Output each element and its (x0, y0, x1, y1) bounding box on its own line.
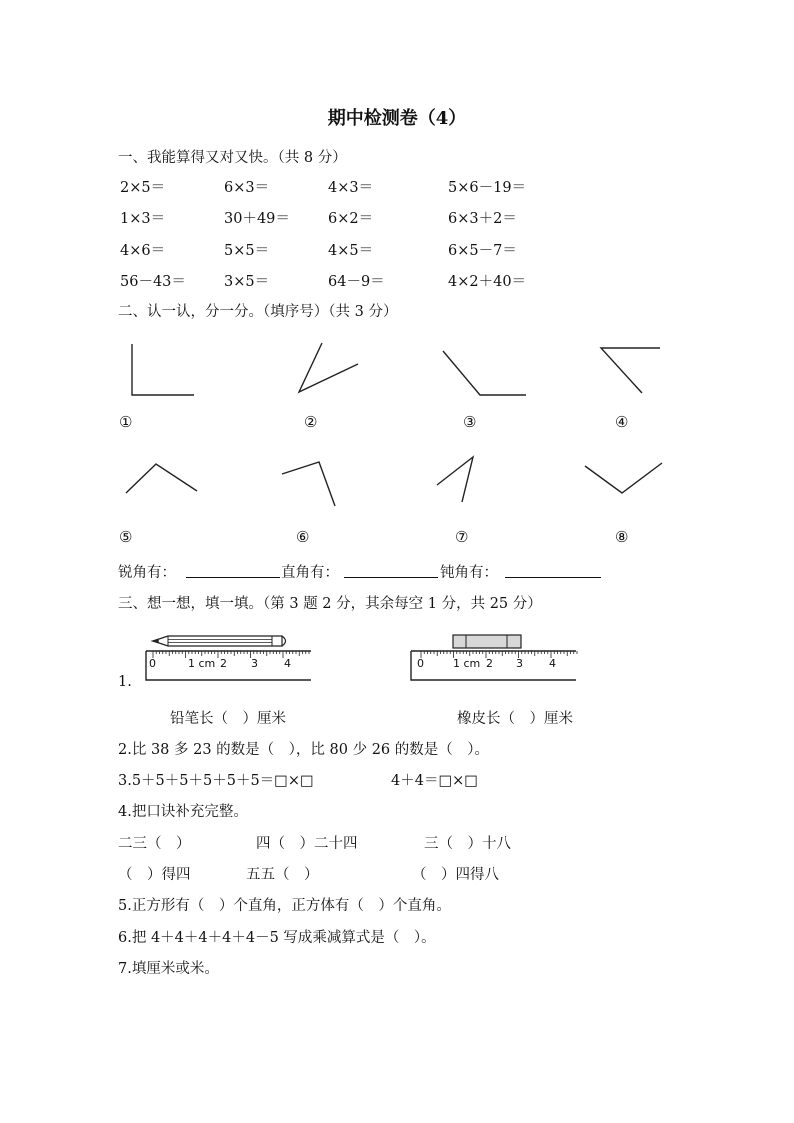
angle-8 (585, 463, 662, 493)
mnemonic-item: 三（ ）十八 (424, 836, 511, 852)
calc-item: 64－9＝ (328, 274, 385, 290)
question-3b: 4＋4＝□×□ (391, 773, 478, 789)
figure-label: ③ (463, 413, 477, 431)
mnemonic-item: （ ）得四 (118, 867, 191, 883)
question-7: 7.填厘米或米。 (118, 961, 219, 977)
mnemonic-item: （ ）四得八 (412, 867, 499, 883)
figure-label: ⑧ (615, 528, 629, 546)
angle-7 (437, 457, 473, 502)
calc-item: 2×5＝ (120, 180, 166, 196)
calc-item: 1×3＝ (120, 211, 166, 227)
section3-heading: 三、想一想，填一填。（第 3 题 2 分，其余每空 1 分，共 25 分） (118, 596, 542, 612)
q1-number: 1. (118, 674, 132, 690)
ruler-label: 2 (486, 657, 493, 670)
pencil-question: 铅笔长（ ）厘米 (170, 711, 286, 727)
ruler-label: 3 (251, 657, 258, 670)
question-2: 2.比 38 多 23 的数是（ ），比 80 少 26 的数是（ ）。 (118, 742, 490, 758)
section1-heading: 一、我能算得又对又快。（共 8 分） (118, 150, 347, 166)
ruler-label: 1 cm (453, 657, 481, 670)
question-6: 6.把 4＋4＋4＋4＋4－5 写成乘减算式是（ ）。 (118, 930, 436, 946)
calc-item: 6×3＋2＝ (448, 211, 517, 227)
calc-item: 4×6＝ (120, 243, 166, 259)
calc-item: 6×2＝ (328, 211, 374, 227)
angle-3 (443, 351, 526, 395)
calc-item: 5×6－19＝ (448, 180, 527, 196)
right-answer-blank[interactable] (344, 561, 438, 578)
calc-item: 30＋49＝ (224, 211, 290, 227)
figure-label: ⑤ (119, 528, 133, 546)
question-4: 4.把口诀补充完整。 (118, 804, 248, 820)
page-title: 期中检测卷（4） (327, 108, 467, 129)
eraser-figure (453, 635, 521, 648)
figure-label: ⑦ (455, 528, 469, 546)
calc-item: 3×5＝ (224, 274, 270, 290)
calc-item: 4×3＝ (328, 180, 374, 196)
mnemonic-item: 四（ ）二十四 (256, 836, 358, 852)
ruler-label: 2 (220, 657, 227, 670)
figure-label: ② (304, 413, 318, 431)
angle-figures (0, 0, 794, 560)
ruler-label: 3 (516, 657, 523, 670)
mnemonic-item: 五五（ ） (246, 867, 319, 883)
figure-label: ④ (615, 413, 629, 431)
calc-item: 5×5＝ (224, 243, 270, 259)
calc-item: 4×5＝ (328, 243, 374, 259)
mnemonic-item: 二三（ ） (118, 836, 191, 852)
question-5: 5.正方形有（ ）个直角，正方体有（ ）个直角。 (118, 898, 451, 914)
ruler-label: 0 (417, 657, 424, 670)
calc-item: 4×2＋40＝ (448, 274, 527, 290)
figure-label: ① (119, 413, 133, 431)
calc-item: 6×5－7＝ (448, 243, 517, 259)
eraser-question: 橡皮长（ ）厘米 (457, 711, 573, 727)
right-answer-label: 直角有： (281, 565, 339, 581)
calc-item: 56－43＝ (120, 274, 186, 290)
ruler-label: 1 cm (188, 657, 216, 670)
pencil-figure (153, 636, 286, 646)
question-3a: 3.5＋5＋5＋5＋5＋5＝□×□ (118, 773, 314, 789)
angle-6 (282, 462, 335, 506)
section2-heading: 二、认一认，分一分。（填序号）（共 3 分） (118, 304, 398, 320)
angle-4 (601, 348, 660, 393)
ruler-label: 4 (284, 657, 291, 670)
acute-answer-label: 锐角有： (118, 565, 176, 581)
angle-5 (126, 464, 197, 493)
obtuse-answer-blank[interactable] (505, 561, 601, 578)
ruler-label: 4 (549, 657, 556, 670)
calc-item: 6×3＝ (224, 180, 270, 196)
obtuse-answer-label: 钝角有： (440, 565, 498, 581)
angle-1 (132, 344, 194, 395)
figure-label: ⑥ (296, 528, 310, 546)
angle-2 (299, 343, 358, 392)
acute-answer-blank[interactable] (186, 561, 280, 578)
ruler-label: 0 (149, 657, 156, 670)
